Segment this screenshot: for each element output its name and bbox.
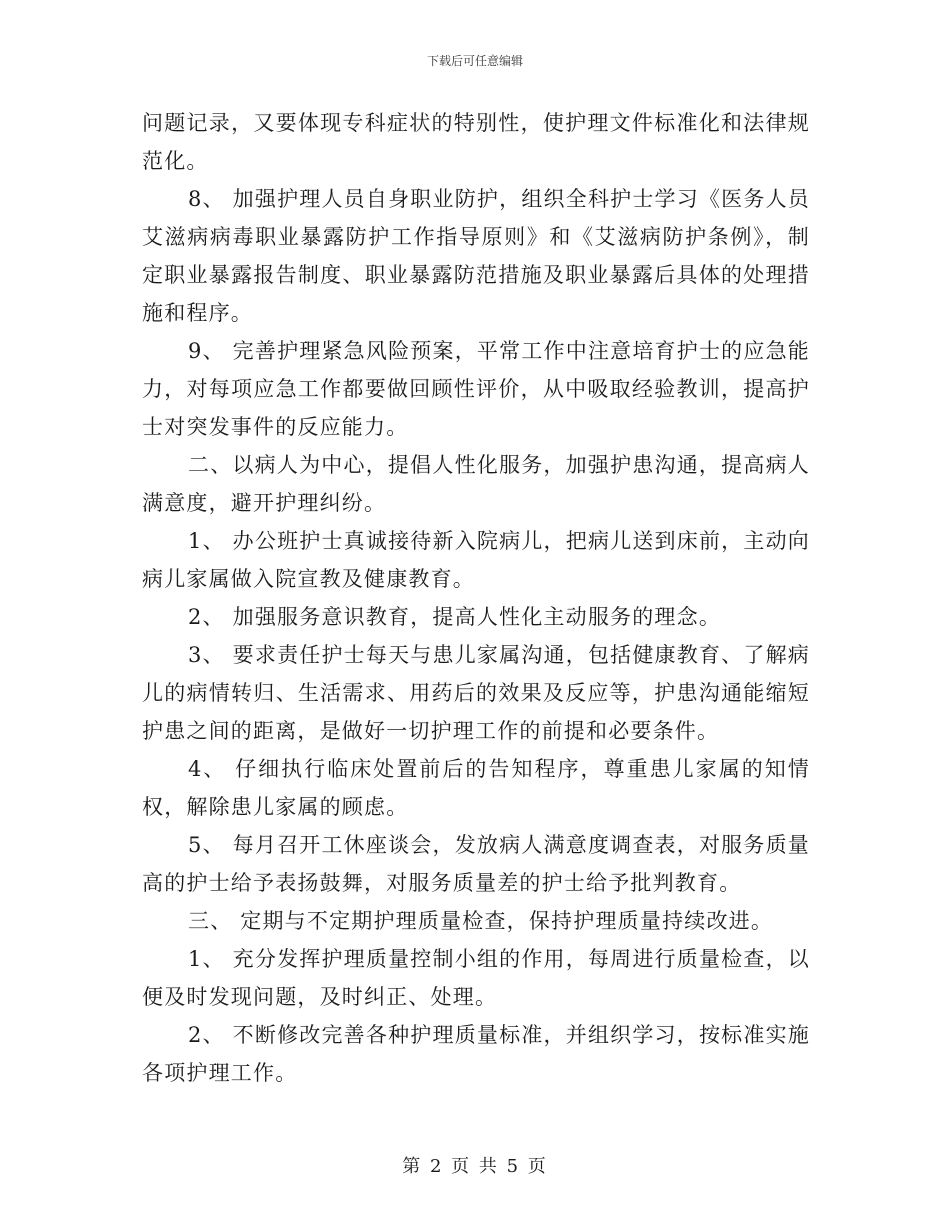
paragraph: 8、 加强护理人员自身职业防护，组织全科护士学习《医务人员艾滋病病毒职业暴露防护工作指导原则》和《艾滋病防护条例》，制定职业暴露报告制度、职业暴露防范措施及职业暴露后具体的处理措施和程序。 (142, 187, 810, 325)
page-header-note: 下载后可任意编辑 (426, 54, 523, 68)
paragraph: 2、 不断修改完善各种护理质量标准，并组织学习，按标准实施各项护理工作。 (142, 1023, 810, 1085)
paragraph: 2、 加强服务意识教育，提高人性化主动服务的理念。 (188, 605, 722, 629)
paragraph: 5、 每月召开工休座谈会，发放病人满意度调查表，对服务质量高的护士给予表扬鼓舞，对服务质量差的护士给予批判教育。 (142, 833, 810, 895)
paragraph: 问题记录，又要体现专科症状的特别性，使护理文件标准化和法律规范化。 (142, 111, 810, 173)
document-body (142, 104, 810, 1092)
section-heading: 三、 定期与不定期护理质量检查，保持护理质量持续改进。 (188, 909, 774, 933)
section-heading: 二、以病人为中心，提倡人性化服务，加强护患沟通，提高病人满意度，避开护理纠纷。 (142, 453, 810, 515)
paragraph: 9、 完善护理紧急风险预案，平常工作中注意培育护士的应急能力，对每项应急工作都要做回顾性评价，从中吸取经验教训，提高护士对突发事件的反应能力。 (142, 339, 810, 439)
paragraph: 3、 要求责任护士每天与患儿家属沟通，包括健康教育、了解病儿的病情转归、生活需求、用药后的效果及反应等，护患沟通能缩短护患之间的距离，是做好一切护理工作的前提和必要条件。 (142, 643, 810, 743)
paragraph: 1、 充分发挥护理质量控制小组的作用，每周进行质量检查，以便及时发现问题，及时纠正、处理。 (142, 947, 810, 1009)
paragraph: 1、 办公班护士真诚接待新入院病儿，把病儿送到床前，主动向病儿家属做入院宣教及健康教育。 (142, 529, 810, 591)
page-number: 第 2 页 共 5 页 (402, 1156, 548, 1177)
paragraph: 4、 仔细执行临床处置前后的告知程序，尊重患儿家属的知情权，解除患儿家属的顾虑。 (142, 757, 810, 819)
